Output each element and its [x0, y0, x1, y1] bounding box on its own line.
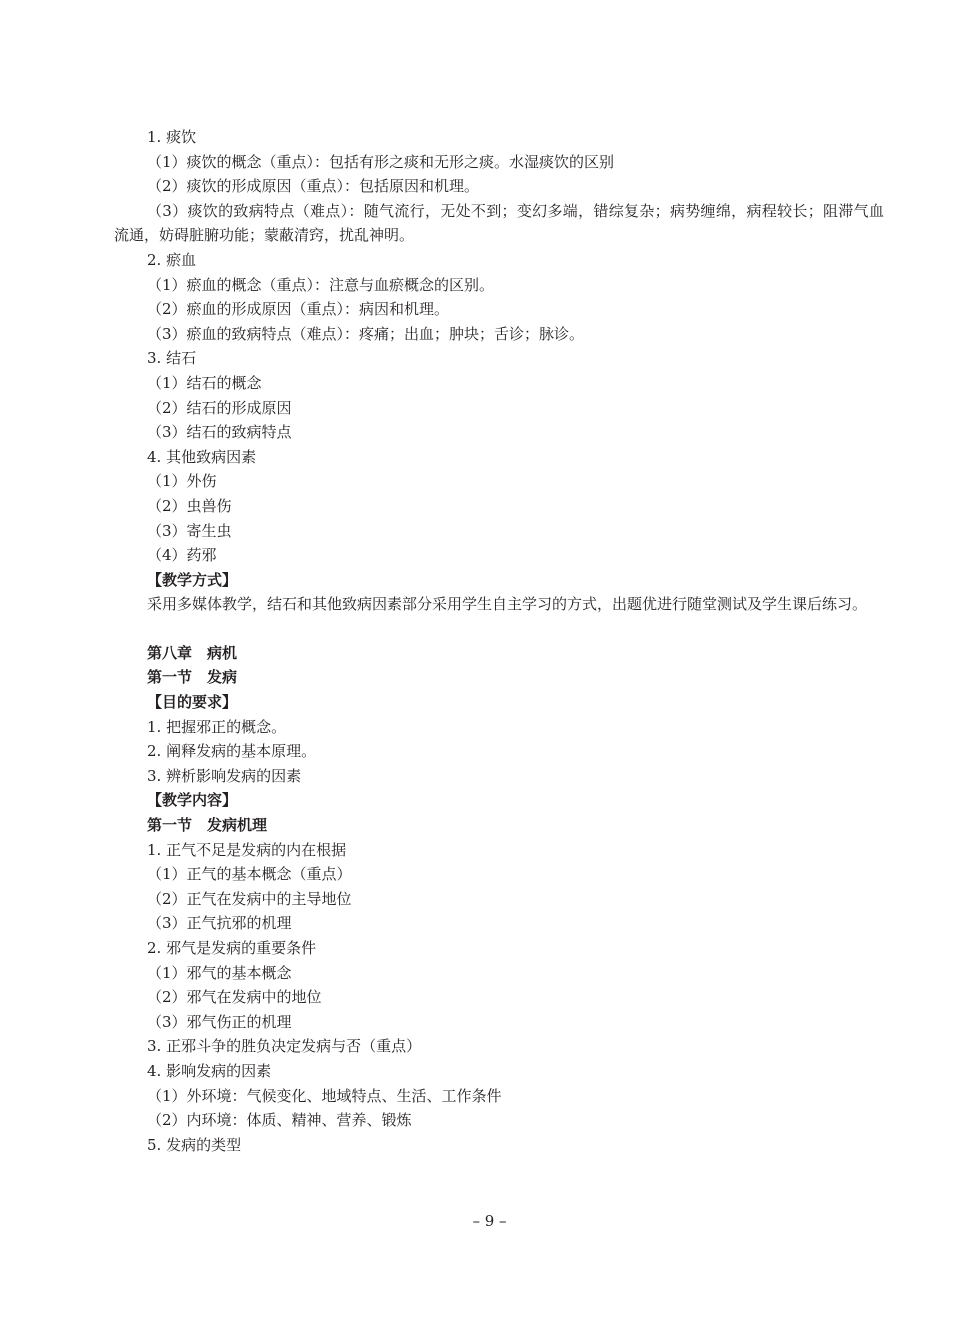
- text-line: （1）结石的概念: [147, 373, 262, 392]
- text-line: 2. 阐释发病的基本原理。: [147, 742, 317, 761]
- section-heading: 【教学内容】: [147, 791, 238, 810]
- text-line: （3）瘀血的致病特点（难点）：疼痛；出血；肿块；舌诊；脉诊。: [147, 324, 585, 343]
- text-line: （2）瘀血的形成原因（重点）：病因和机理。: [147, 300, 450, 319]
- text-paragraph: （3）痰饮的致病特点（难点）：随气流行，无处不到；变幻多端，错综复杂；病势缠绵，病程较长；阻滞气血流通，妨碍脏腑功能；蒙蔽清窍，扰乱神明。: [114, 201, 884, 245]
- text-line: 2. 邪气是发病的重要条件: [147, 939, 317, 957]
- page-number: – 9 –: [472, 1212, 507, 1230]
- section-heading: 第一节 发病机理: [147, 816, 268, 835]
- text-line: （1）痰饮的概念（重点）：包括有形之痰和无形之痰。水湿痰饮的区别: [147, 152, 615, 171]
- text-line: 5. 发病的类型: [147, 1135, 242, 1154]
- text-line: （3）寄生虫: [147, 521, 232, 540]
- text-line: （2）正气在发病中的主导地位: [147, 889, 352, 908]
- page-body: [114, 125, 884, 1157]
- text-line: （1）外环境：气候变化、地域特点、生活、工作条件: [147, 1086, 502, 1105]
- text-line: 3. 结石: [147, 349, 197, 368]
- text-line: （3）邪气伤正的机理: [147, 1012, 292, 1031]
- text-line: 3. 正邪斗争的胜负决定发病与否（重点）: [147, 1037, 422, 1056]
- text-line: （2）内环境：体质、精神、营养、锻炼: [147, 1111, 412, 1130]
- text-line: （1）邪气的基本概念: [147, 963, 292, 982]
- text-line: （2）虫兽伤: [147, 496, 232, 515]
- text-line: （2）结石的形成原因: [147, 398, 292, 417]
- text-paragraph: 采用多媒体教学，结石和其他致病因素部分采用学生自主学习的方式，出题优进行随堂测试及学生课后练习。: [147, 595, 868, 614]
- text-line: 2. 瘀血: [147, 250, 197, 269]
- text-line: （2）痰饮的形成原因（重点）：包括原因和机理。: [147, 177, 480, 196]
- chapter-heading: 第八章 病机: [147, 643, 238, 662]
- text-line: 4. 其他致病因素: [147, 447, 257, 466]
- spacer: [114, 617, 884, 641]
- section-heading: 【教学方式】: [147, 570, 238, 589]
- text-line: （3）结石的致病特点: [147, 423, 292, 442]
- text-line: 1. 把握邪正的概念。: [147, 717, 287, 736]
- text-line: （1）瘀血的概念（重点）：注意与血瘀概念的区别。: [147, 275, 495, 294]
- text-line: （1）正气的基本概念（重点）: [147, 865, 352, 884]
- text-line: （3）正气抗邪的机理: [147, 914, 292, 933]
- section-heading: 【目的要求】: [147, 693, 238, 712]
- text-line: 1. 痰饮: [147, 128, 197, 146]
- text-line: 3. 辨析影响发病的因素: [147, 766, 302, 785]
- text-line: （4）药邪: [147, 546, 217, 565]
- section-heading: 第一节 发病: [147, 668, 238, 687]
- text-line: （1）外伤: [147, 472, 217, 491]
- text-line: 4. 影响发病的因素: [147, 1061, 272, 1080]
- text-line: 1. 正气不足是发病的内在根据: [147, 840, 347, 859]
- text-line: （2）邪气在发病中的地位: [147, 988, 322, 1007]
